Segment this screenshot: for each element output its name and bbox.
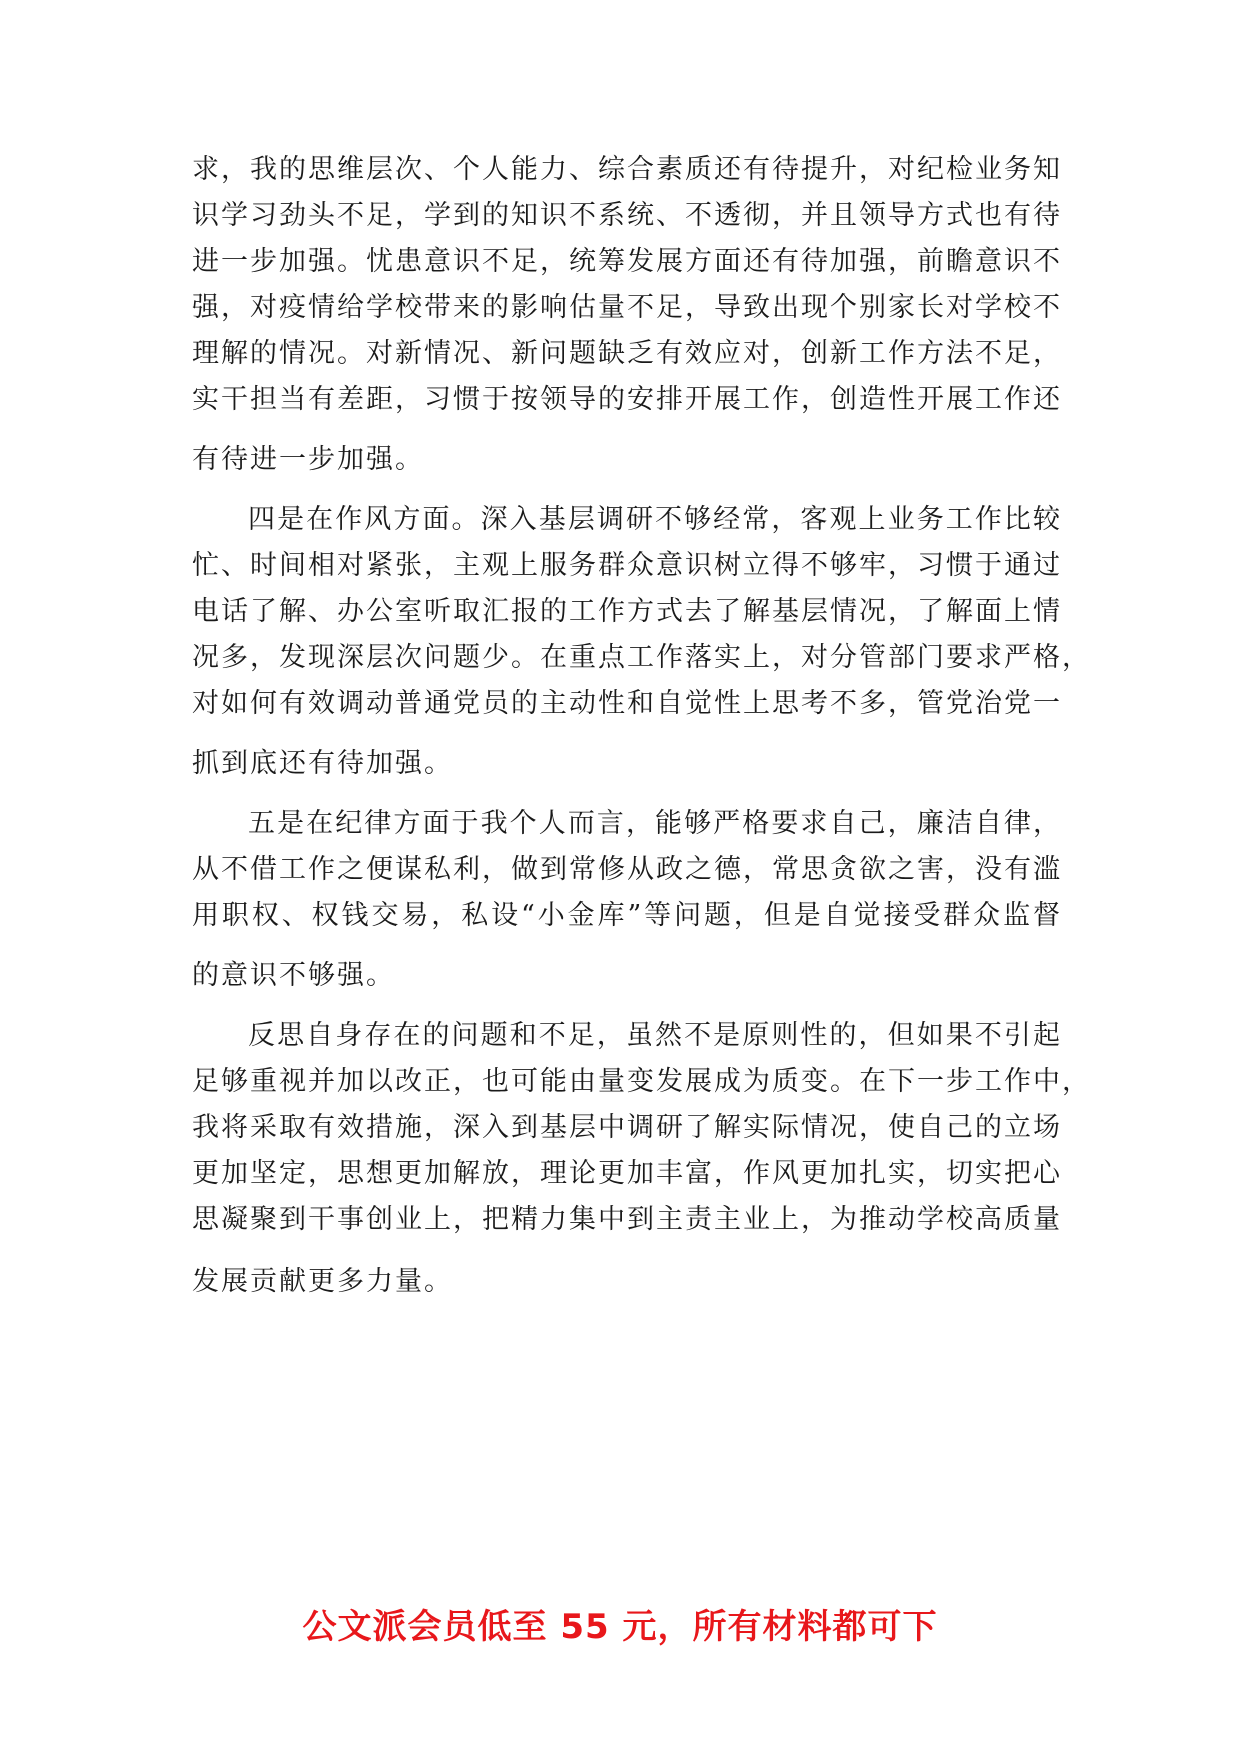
text-line: 四是在作风方面。深入基层调研不够经常，客观上业务工作比较 [248, 504, 1062, 535]
text-line: 理解的情况。对新情况、新问题缺乏有效应对，创新工作方法不足， [192, 338, 1062, 369]
text-line: 足够重视并加以改正，也可能由量变发展成为质变。在下一步工作中， [192, 1066, 1091, 1097]
text-line: 五是在纪律方面于我个人而言，能够严格要求自己，廉洁自律， [248, 808, 1062, 839]
text-line: 求，我的思维层次、个人能力、综合素质还有待提升，对纪检业务知 [192, 154, 1062, 185]
text-line: 反思自身存在的问题和不足，虽然不是原则性的，但如果不引起 [248, 1020, 1062, 1051]
text-line: 识学习劲头不足，学到的知识不系统、不透彻，并且领导方式也有待 [192, 200, 1062, 231]
text-line: 我将采取有效措施，深入到基层中调研了解实际情况，使自己的立场 [192, 1112, 1062, 1143]
text-line: 用职权、权钱交易，私设“小金库”等问题，但是自觉接受群众监督 [192, 900, 1062, 931]
text-line: 电话了解、办公室听取汇报的工作方式去了解基层情况，了解面上情 [192, 596, 1062, 627]
text-line: 对如何有效调动普通党员的主动性和自觉性上思考不多，管党治党一 [192, 688, 1062, 719]
text-line: 进一步加强。忧患意识不足，统筹发展方面还有待加强，前瞻意识不 [192, 246, 1062, 277]
text-line: 忙、时间相对紧张，主观上服务群众意识树立得不够牢，习惯于通过 [192, 550, 1062, 581]
footer-ad-text[interactable]: 公文派会员低至 55 元，所有材料都可下 [302, 1607, 938, 1647]
text-line: 从不借工作之便谋私利，做到常修从政之德，常思贪欲之害，没有滥 [192, 854, 1062, 885]
text-line: 实干担当有差距，习惯于按领导的安排开展工作，创造性开展工作还 [192, 384, 1062, 415]
text-line: 抓到底还有待加强。 [192, 748, 453, 779]
text-line: 更加坚定，思想更加解放，理论更加丰富，作风更加扎实，切实把心 [192, 1158, 1062, 1189]
text-line: 强，对疫情给学校带来的影响估量不足，导致出现个别家长对学校不 [192, 292, 1062, 323]
text-line: 有待进一步加强。 [192, 444, 424, 475]
text-line: 况多，发现深层次问题少。在重点工作落实上，对分管部门要求严格， [192, 642, 1091, 673]
text-line: 发展贡献更多力量。 [192, 1266, 453, 1297]
text-line: 思凝聚到干事创业上，把精力集中到主责主业上，为推动学校高质量 [192, 1204, 1062, 1235]
text-line: 的意识不够强。 [192, 960, 395, 991]
